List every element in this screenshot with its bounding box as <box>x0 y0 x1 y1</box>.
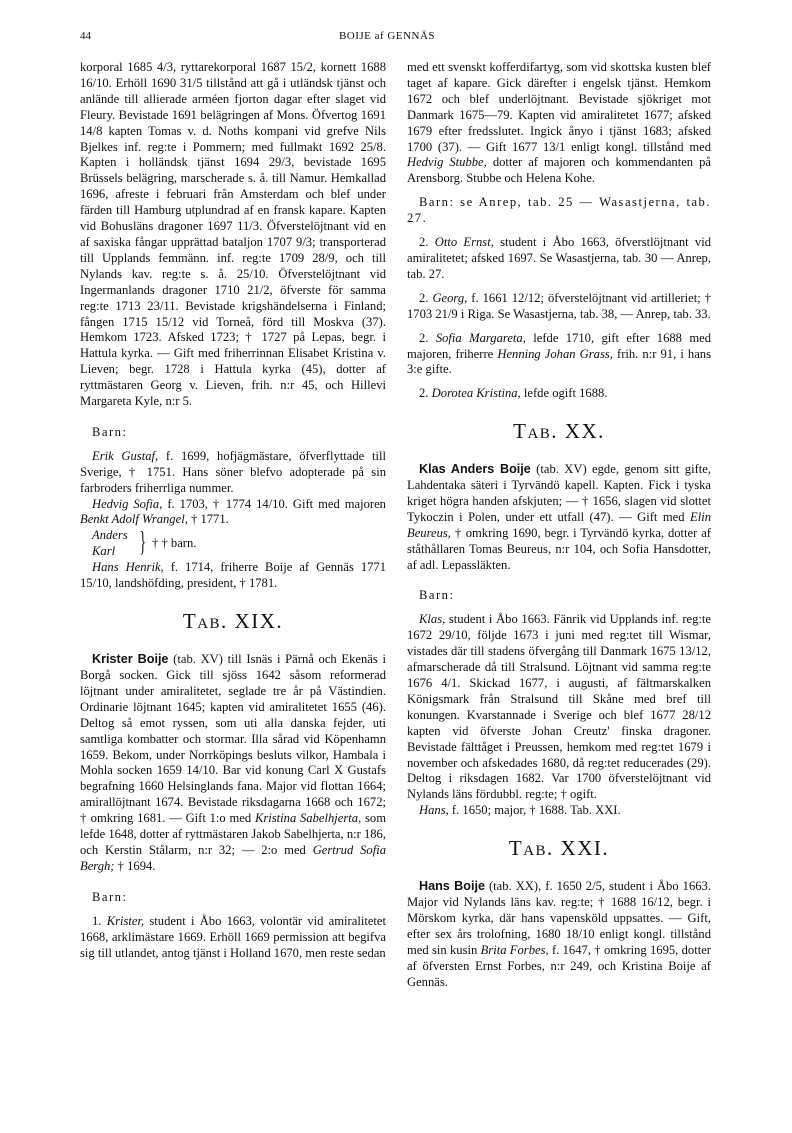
lead-text: (tab. XX), f. 1650 2/5, student i Åbo 1663. Major vid Nylands läns kav. reg:te; † 1688 16/12, begr. i Mörskom kyrka, där hans vapensköld uppsattes. — Gift, efter sex års trolofning, 1680 18/10 enligt kongl. tillstånd med sin kusin <box>407 879 711 957</box>
child-number: 2. <box>419 235 429 250</box>
child-name: Karl <box>92 544 116 559</box>
child-text: frih. n:r 91, i hans 3:e gifte. <box>407 346 711 377</box>
spouse-name: Kristina Sabelhjerta, <box>254 811 362 826</box>
child-text: lefde 1710, gift efter 1688 med majoren, friherre <box>407 330 712 361</box>
left-column <box>80 60 386 961</box>
child-text: f. 1714, friherre Boije af Gennäs 1771 15/10, landshöfding, president, † 1781. <box>80 560 387 591</box>
child-entry <box>407 803 711 819</box>
child-text: f. 1703, † 1774 14/10. Gift med majoren <box>167 496 386 511</box>
child-text: f. 1650; major, † 1688. Tab. XXI. <box>451 803 621 818</box>
child-name: Anders <box>92 528 128 543</box>
child-entry <box>80 560 386 592</box>
running-title: BOIJE af GENNÄS <box>338 30 436 42</box>
spouse-name: Henning Johan Grass, <box>497 346 613 361</box>
page-number: 44 <box>80 30 91 42</box>
lead-text: (tab. XV) egde, genom sitt gifte, Lahdentaka säteri i Tyrvändö kapell. Kapten. Fick i tyska kriget högra handen afskjuten; — † 1656, slagen vid slottet Tykoczin i Polen, under ett utfall (47). — Gift med <box>407 462 711 524</box>
child-name: Sofia Margareta, <box>435 330 526 345</box>
right-column <box>407 60 711 990</box>
lead-text: som lefde 1648, dotter af ryttmästaren Jakob Sabelhjerta, n:r 186, och Kerstin Stålarm, n:r 32; — 2:o med <box>80 811 387 857</box>
lead-text: † 1694. <box>117 858 156 873</box>
child-number: 2. <box>419 290 429 305</box>
child-text: student i Åbo 1663. Fänrik vid Upplands inf. reg:te 1672 29/10, följde 1673 i juni med reg:tet till Wismar, vistades där till stadens öfvergång till Danmark 1675 13/12, afmarscherade då till Stralsund. Löjtnant vid samma reg:te 1676 4/1. Skickad 1677, i augusti, af fältmarskalken Königsmark från Stralsund till Skåne med bref till konungen. Kvarstannade i Sverige och blef 1677 28/12 kapten vid öfverste Johan Creutz' finska dragoner. Bevistade fälttåget i Preussen, hemkom med reg:tet 1679 i november och afskedades 1680, då reg:tet reducerades (29). Deltog i riksdagen 1682. Var 1700 öfverstelöjtnant vid Nylands läns fördubbl. reg:te; † ogift. <box>407 612 711 802</box>
child-name: Klas, <box>419 612 446 627</box>
children-label: Barn: <box>92 424 128 439</box>
child-entry <box>407 331 711 379</box>
brace-group <box>80 528 386 560</box>
child-name: Hans, <box>419 803 449 818</box>
child-entry <box>407 235 711 283</box>
child-name: Georg, <box>432 290 468 305</box>
spouse-name: Hedvig Stubbe, <box>407 155 487 170</box>
child-text: student i Åbo 1663, öfverstlöjtnant vid amiralitetet; afsked 1697. Se Wasastjerna, tab. 30 — Anrep, tab. 27. <box>407 235 711 281</box>
lead-text: † omkring 1690, begr. i Tyrvändö kyrka, dotter af ståthållaren Tomas Beureus, n:r 104, och Sofia Hansdotter, af adl. Lepassläkten. <box>407 525 711 572</box>
child-number: 2. <box>419 386 429 401</box>
child-name: Krister, <box>106 913 145 928</box>
paragraph <box>407 60 711 187</box>
child-entry <box>80 497 386 529</box>
paragraph: korporal 1685 4/3, ryttarekorporal 1687 15/2, kornett 1688 16/10. Erhöll 1690 31/5 tillstånd att gå i utländsk tjänst och anlände till allierade arméen fjorton dagar efter slaget vid Fleury. Bevistade 1691 belägringen af Mons. Öfvertog 1691 14/8 kapten Tomas v. d. Noths kompani vid grefve Nils Bjelkes inf. reg:te i Pommern; med fullmakt 1692 25/8. Kapten i holländsk tjänst 1694 29/3, bevistade 1695 Brüssels belägring, marscherade s. å. till Namur. Hemkallad 1696, afreste i februari från Amsterdam och blef under färden till Hamburg utplundrad af en fransk kapare. Kapten vid Bohusläns dragoner 1697 11/3. Öfverstelöjtnant vid en af saxiska fångar upprättad bataljon 1707 9/3; transporterad till Upplands femmänn. inf. reg:te 1709 28/9, och till Nylands kav. reg:te s. å. 25/10. Öfverstelöjtnant vid Ingermanlands dragoner 1710 21/2, öfverste för samma reg:te 1713 23/11. Bevistade krigshändelserna i Finland; fången 1715 15/12 vid Torneå, förd till Moskva (37). Hemkom 1723. Afsked 1723; † 1727 på Lepas, begr. i Hattula kyrka. — Gift med friherrinnan Elisabet Kristina v. Lieven; begr. 1728 i Hattula kyrka (45), dotter af ryttmästaren Georg v. Lieven, frih. n:r 45, och Hillevi Margareta Kyle, n:r 5. <box>80 60 386 409</box>
section-lead <box>407 879 711 990</box>
child-text: f. 1661 12/12; öfverstelöjtnant vid artilleriet; † 1703 21/9 i Riga. Se Wasastjerna, tab. 38, — Anrep, tab. 33. <box>407 290 711 321</box>
spouse-name: Elin Beureus, <box>407 509 711 540</box>
lead-text: f. 1647, † omkring 1695, dotter af öfversten Ernst Forbes, n:r 249, och Kristina Boije af Gennäs. <box>407 942 712 989</box>
child-entry <box>80 449 386 497</box>
spouse-name: Benkt Adolf Wrangel, <box>80 512 188 527</box>
spouse-name: Gertrud Sofia Bergh; <box>80 842 386 873</box>
child-name: Hedvig Sofia, <box>92 496 163 511</box>
running-head <box>80 30 694 48</box>
lead-name: Hans Boije <box>419 879 485 894</box>
section-lead <box>407 462 711 573</box>
brace-names <box>92 528 128 560</box>
children-label: Barn: <box>419 588 455 603</box>
section-heading: Tab. XX. <box>513 419 605 444</box>
lead-name: Krister Boije <box>92 652 169 667</box>
children-reference: Barn: se Anrep, tab. 25 — Wasastjerna, tab. 27. <box>407 195 711 226</box>
child-name: Erik Gustaf, <box>92 448 159 463</box>
child-entry <box>407 291 711 323</box>
child-entry <box>80 914 386 962</box>
spouse-name: Brita Forbes, <box>480 942 549 957</box>
child-number: 2. <box>419 330 429 345</box>
lead-text: (tab. XV) till Isnäs i Pärnå och Ekenäs i Borgå socken. Gick till sjöss 1642 såsom reformerad löjtnant under amiralitetet, seglade tre år på Västindien. Ordinarie löjtnant 1645; kapten vid amiralitetet 1655 (46). Deltog så emot ryssen, som uti alla danska fejder, uti samtliga kombatter och stormar. Illa sårad vid Köpenhamn 1659. Bekom, under Norrköpings besluts vilkor, Hambala i Mohla socken 1659 14/10. Bar vid konung Carl X Gustafs begrafning 1660 Helsinglands fana. Major vid flottan 1664; amirallöjtnant 1674. Bevistade riksdagarna 1668 och 1672; † omkring 1681. — Gift 1:o med <box>80 652 386 826</box>
section-heading: Tab. XIX. <box>182 609 284 634</box>
child-name: Dorotea Kristina, <box>431 386 521 401</box>
section-lead <box>80 652 386 875</box>
paragraph-text: med ett svenskt kofferdifartyg, som vid skottska kusten blef taget af kapare. Gick därefter i engelsk tjänst. Hemkom 1672 och blef underlöjtnant. Bevistade sjökriget mot Danmark 1675—79. Kapten vid amiralitetet 1677; afsked 1679 efter fredsslutet. Ingick ånyo i tjänst 1683; afsked 1700 (37). — Gift 1677 13/1 enligt kongl. tillstånd med <box>407 60 711 154</box>
child-entry <box>407 386 711 402</box>
child-name: Otto Ernst, <box>434 235 494 250</box>
child-text: f. 1699, hofjägmästare, öfverflyttade till Sverige, † 1751. Hans söner blefvo adopterade på sin farbroders friherrliga nummer. <box>80 448 386 495</box>
child-name: Hans Henrik, <box>92 560 164 575</box>
child-text: lefde ogift 1688. <box>523 386 608 401</box>
child-number: 1. <box>92 913 102 928</box>
child-text: † 1771. <box>191 512 229 527</box>
paragraph-text: dotter af majoren och kommendanten på Arensborg. Stubbe och Helena Kohe. <box>407 155 711 186</box>
section-heading: Tab. XXI. <box>508 836 610 861</box>
brace-icon: } <box>139 527 147 559</box>
lead-name: Klas Anders Boije <box>419 462 531 477</box>
child-text: student i Åbo 1663, volontär vid amiralitetet 1668, arklimästare 1669. Erhöll 1669 permission att begifva sig till utlandet, antog tjänst i Holland 1670, men reste sedan <box>80 913 387 960</box>
child-entry <box>407 612 711 803</box>
child-text: † † barn. <box>152 536 197 551</box>
children-label: Barn: <box>92 889 128 904</box>
